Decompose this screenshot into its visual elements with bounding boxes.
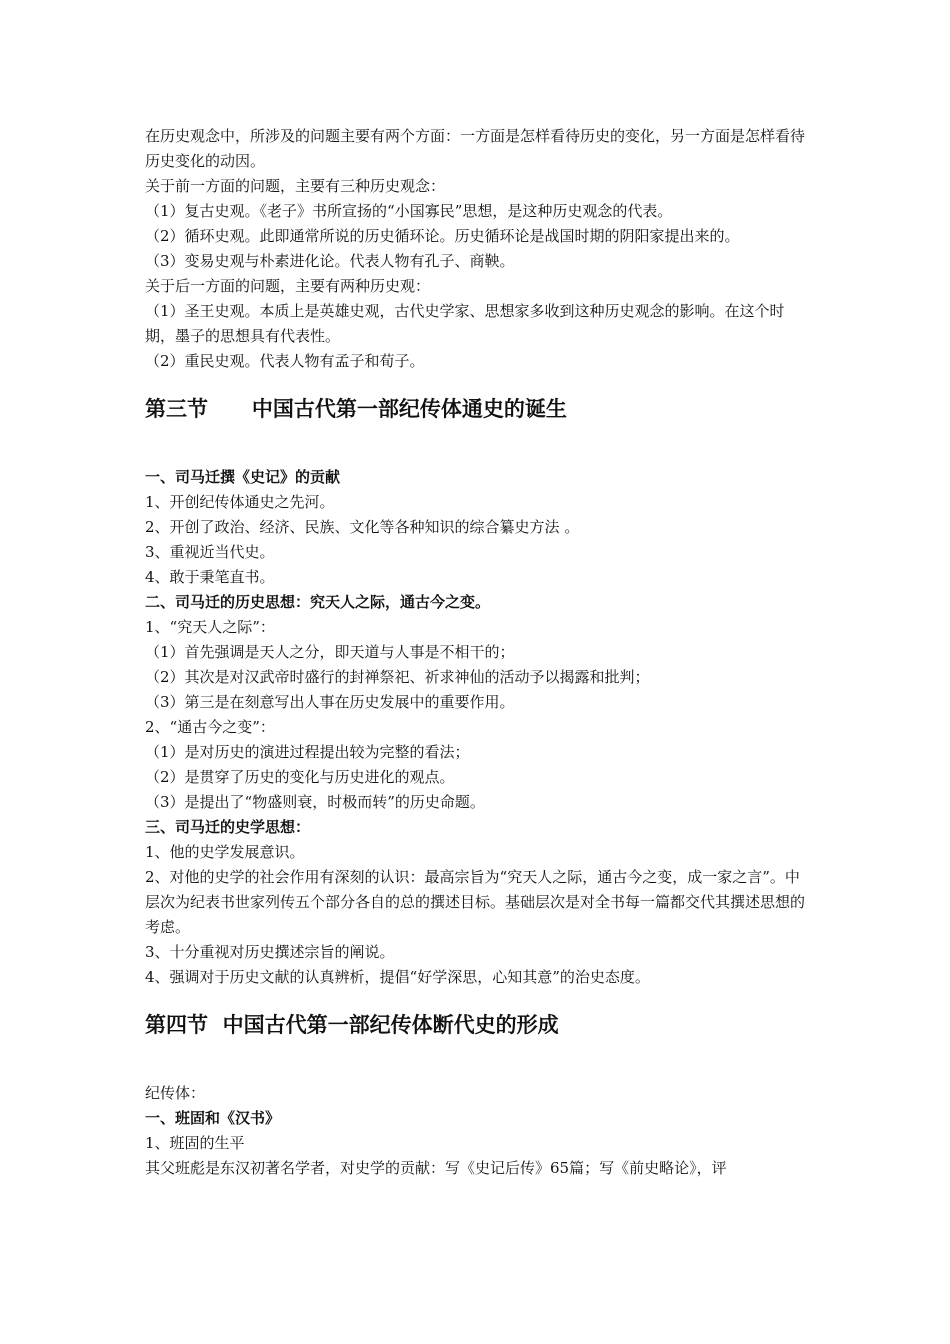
intro-list-item-3: （3）变易史观与朴素进化论。代表人物有孔子、商鞅。	[145, 252, 515, 270]
intro-list-item-5: （2）重民史观。代表人物有孟子和荀子。	[145, 352, 425, 370]
list-item: 2、对他的史学的社会作用有深刻的认识：最高宗旨为“究天人之际，通古今之变，成一家之言”。中层次为纪表书世家列传五个部分各自的总的撰述目标。基础层次是对全书每一篇都交代其撰述思想的考虑。	[145, 868, 806, 936]
sub-heading: 1、班固的生平	[145, 1134, 245, 1152]
list-item: 1、他的史学发展意识。	[145, 843, 305, 861]
list-item: （2）是贯穿了历史的变化与历史进化的观点。	[145, 768, 455, 786]
intro-paragraph-2: 关于前一方面的问题，主要有三种历史观念：	[145, 177, 446, 195]
list-item: 4、强调对于历史文献的认真辨析，提倡“好学深思，心知其意”的治史态度。	[145, 968, 650, 986]
section-3-subtitle-1: 一、司马迁撰《史记》的贡献	[145, 468, 341, 486]
list-item: 1、开创纪传体通史之先河。	[145, 493, 335, 511]
list-item: （1）首先强调是天人之分，即天道与人事是不相干的；	[145, 643, 515, 661]
section-3-subtitle-2: 二、司马迁的历史思想：究天人之际，通古今之变。	[145, 593, 491, 611]
list-item: 2、开创了政治、经济、民族、文化等各种知识的综合纂史方法 。	[145, 518, 580, 536]
list-item: （2）其次是对汉武帝时盛行的封禅祭祀、祈求神仙的活动予以揭露和批判；	[145, 668, 650, 686]
sub-heading: 1、“究天人之际”：	[145, 618, 275, 636]
section-3-subtitle-3: 三、司马迁的史学思想：	[145, 818, 311, 836]
document-page	[145, 124, 810, 1181]
list-item: 3、十分重视对历史撰述宗旨的阐说。	[145, 943, 395, 961]
intro-paragraph-1: 在历史观念中，所涉及的问题主要有两个方面：一方面是怎样看待历史的变化，另一方面是怎样看待历史变化的动因。	[145, 127, 806, 170]
section-4-heading: 第四节 中国古代第一部纪传体断代史的形成	[145, 1013, 559, 1037]
list-item: 4、敢于秉笔直书。	[145, 568, 275, 586]
list-item: （1）是对历史的演进过程提出较为完整的看法；	[145, 743, 470, 761]
intro-list-item-4: （1）圣王史观。本质上是英雄史观，古代史学家、思想家多收到这种历史观念的影响。在这个时期，墨子的思想具有代表性。	[145, 302, 785, 345]
section-4-subtitle-1: 一、班固和《汉书》	[145, 1109, 281, 1127]
intro-list-item-1: （1）复古史观。《老子》书所宣扬的“小国寡民”思想，是这种历史观念的代表。	[145, 202, 673, 220]
list-item: （3）第三是在刻意写出人事在历史发展中的重要作用。	[145, 693, 515, 711]
intro-paragraph-3: 关于后一方面的问题，主要有两种历史观：	[145, 277, 431, 295]
section-4-paragraph: 其父班彪是东汉初著名学者，对史学的贡献：写《史记后传》65篇；写《前史略论》，评	[145, 1159, 727, 1177]
intro-list-item-2: （2）循环史观。此即通常所说的历史循环论。历史循环论是战国时期的阴阳家提出来的。	[145, 227, 740, 245]
section-3-heading: 第三节 中国古代第一部纪传体通史的诞生	[145, 397, 567, 421]
sub-heading: 2、“通古今之变”：	[145, 718, 275, 736]
list-item: （3）是提出了“物盛则衰，时极而转”的历史命题。	[145, 793, 485, 811]
section-4-label: 纪传体：	[145, 1084, 206, 1102]
list-item: 3、重视近当代史。	[145, 543, 275, 561]
